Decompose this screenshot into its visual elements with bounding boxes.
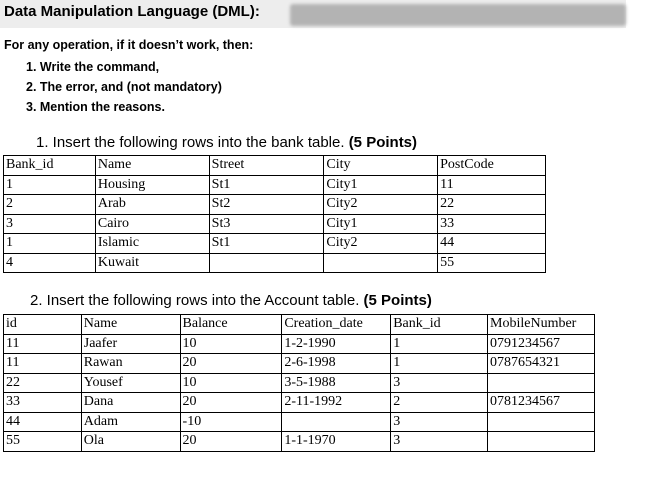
- table-cell: 44: [4, 412, 82, 432]
- table-row: [4, 195, 546, 215]
- table-cell: Rawan: [81, 354, 180, 374]
- table-cell: 4: [4, 253, 96, 273]
- table-row: [4, 214, 546, 234]
- table-cell: Ola: [81, 432, 180, 452]
- question-2-text: 2. Insert the following rows into the Account table.: [30, 292, 360, 309]
- table-cell: 11: [4, 334, 82, 354]
- table-cell: Adam: [81, 412, 180, 432]
- table-cell: Jaafer: [81, 334, 180, 354]
- table-row: [4, 432, 595, 452]
- question-1-points: (5 Points): [348, 134, 418, 151]
- table-cell: 3: [391, 432, 488, 452]
- table-cell: City1: [324, 214, 438, 234]
- table-cell: Kuwait: [95, 253, 209, 273]
- table-cell: Housing: [95, 175, 209, 195]
- table-row: [4, 334, 595, 354]
- table-row: [4, 253, 546, 273]
- table-cell: 2: [391, 393, 488, 413]
- column-header: PostCode: [438, 156, 546, 176]
- table-cell: 0791234567: [488, 334, 595, 354]
- table-cell: 20: [180, 354, 282, 374]
- table-cell: St2: [209, 195, 324, 215]
- table-cell: 55: [438, 253, 546, 273]
- table-cell: City1: [324, 175, 438, 195]
- column-header: Bank_id: [4, 156, 96, 176]
- question-2-points: (5 Points): [363, 292, 432, 309]
- table-header-row: [4, 315, 595, 335]
- instruction-step: 2. The error, and (not mandatory): [26, 80, 222, 94]
- instructions-intro: For any operation, if it doesn’t work, then:: [4, 38, 254, 52]
- table-cell: 1: [391, 334, 488, 354]
- table-cell: [324, 253, 438, 273]
- table-cell: Dana: [81, 393, 180, 413]
- table-cell: 0781234567: [488, 393, 595, 413]
- table-header-row: [4, 156, 546, 176]
- table-row: [4, 373, 595, 393]
- page-title: Data Manipulation Language (DML):: [4, 3, 260, 20]
- table-row: [4, 234, 546, 254]
- table-row: [4, 412, 595, 432]
- table-cell: [488, 432, 595, 452]
- table-cell: [488, 373, 595, 393]
- table-cell: City2: [324, 234, 438, 254]
- table-cell: Yousef: [81, 373, 180, 393]
- table-cell: Islamic: [95, 234, 209, 254]
- table-cell: Cairo: [95, 214, 209, 234]
- table-cell: 0787654321: [488, 354, 595, 374]
- table-cell: 10: [180, 334, 282, 354]
- table-cell: [209, 253, 324, 273]
- question-2: [30, 292, 432, 309]
- table-row: [4, 354, 595, 374]
- table-cell: City2: [324, 195, 438, 215]
- table-cell: 11: [438, 175, 546, 195]
- table-cell: 11: [4, 354, 82, 374]
- table-cell: 22: [4, 373, 82, 393]
- table-cell: 1-2-1990: [282, 334, 391, 354]
- table-cell: [488, 412, 595, 432]
- table-cell: 20: [180, 432, 282, 452]
- table-cell: 1: [391, 354, 488, 374]
- table-cell: St3: [209, 214, 324, 234]
- column-header: Name: [95, 156, 209, 176]
- table-cell: 20: [180, 393, 282, 413]
- table-cell: 33: [4, 393, 82, 413]
- table-cell: 3: [391, 412, 488, 432]
- table-cell: 1-1-1970: [282, 432, 391, 452]
- column-header: Bank_id: [391, 315, 488, 335]
- table-cell: 2-11-1992: [282, 393, 391, 413]
- table-cell: 1: [4, 175, 96, 195]
- table-cell: St1: [209, 234, 324, 254]
- column-header: Name: [81, 315, 180, 335]
- bank-table: [3, 155, 546, 273]
- instruction-step: 1. Write the command,: [26, 60, 160, 74]
- table-cell: 10: [180, 373, 282, 393]
- table-cell: 3-5-1988: [282, 373, 391, 393]
- title-bar: [0, 0, 626, 28]
- table-row: [4, 393, 595, 413]
- column-header: Creation_date: [282, 315, 391, 335]
- instruction-step: 3. Mention the reasons.: [26, 100, 165, 114]
- instruction-steps: [26, 57, 222, 117]
- column-header: MobileNumber: [488, 315, 595, 335]
- question-1-text: 1. Insert the following rows into the bank table.: [36, 134, 345, 151]
- table-cell: 55: [4, 432, 82, 452]
- column-header: Street: [209, 156, 324, 176]
- account-table: [3, 314, 595, 452]
- table-cell: 22: [438, 195, 546, 215]
- table-cell: -10: [180, 412, 282, 432]
- table-cell: 2: [4, 195, 96, 215]
- table-cell: 33: [438, 214, 546, 234]
- table-cell: 3: [4, 214, 96, 234]
- table-cell: St1: [209, 175, 324, 195]
- table-cell: 3: [391, 373, 488, 393]
- table-cell: 2-6-1998: [282, 354, 391, 374]
- table-cell: 44: [438, 234, 546, 254]
- table-cell: [282, 412, 391, 432]
- table-cell: Arab: [95, 195, 209, 215]
- column-header: Balance: [180, 315, 282, 335]
- column-header: id: [4, 315, 82, 335]
- redacted-area: [290, 4, 626, 26]
- table-cell: 1: [4, 234, 96, 254]
- table-row: [4, 175, 546, 195]
- question-1: [36, 134, 417, 151]
- column-header: City: [324, 156, 438, 176]
